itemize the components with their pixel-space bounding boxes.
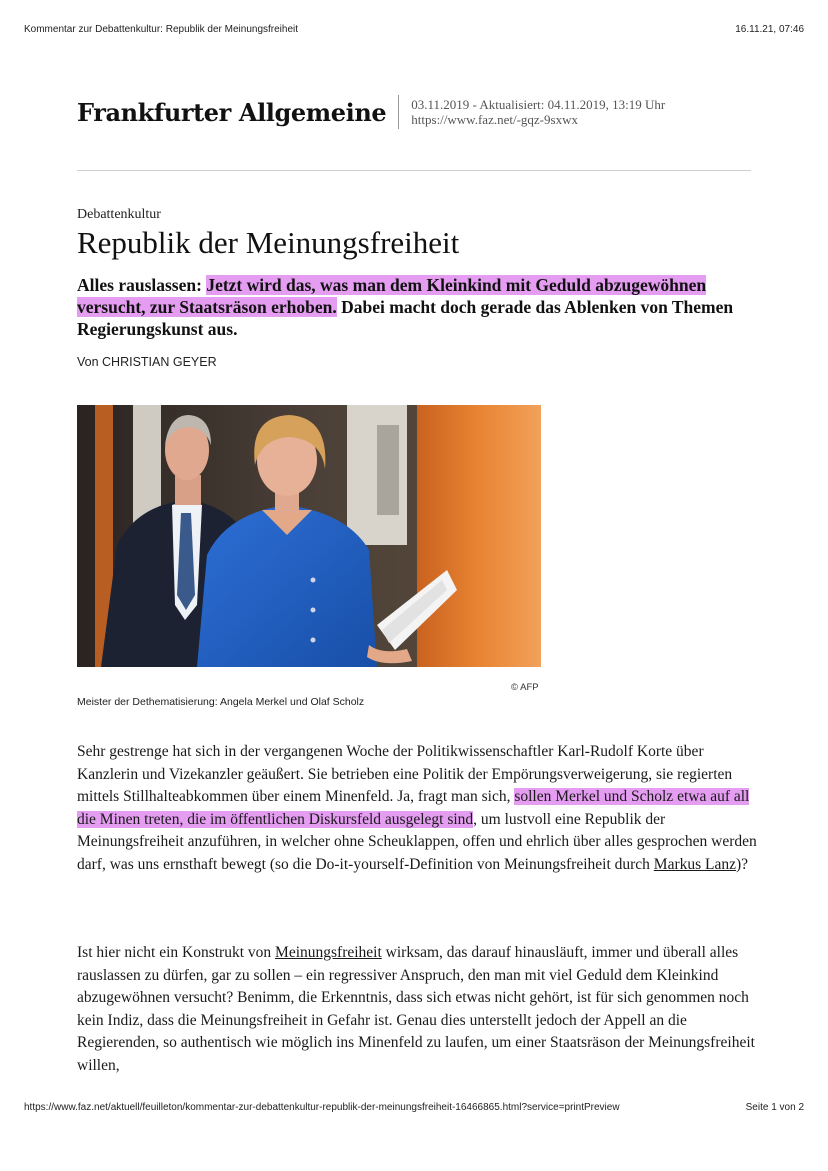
p1-highlight: sollen Merkel und Scholz etwa auf all die Minen treten, die im öffentlichen Diskursfeld ausgelegt sind: [77, 788, 750, 828]
faz-logo[interactable]: Frankfurter Allgemeine: [77, 97, 387, 127]
print-footer-page: Seite 1 von 2: [745, 1102, 804, 1113]
print-footer-url: https://www.faz.net/aktuell/feuilleton/kommentar-zur-debattenkultur-republik-der-meinungsfreiheit-16466865.html?service=printPreview: [24, 1102, 620, 1113]
header-rule: [77, 170, 751, 171]
body-paragraph-2: [77, 942, 757, 1078]
p2-text-b: wirksam, das darauf hinausläuft, immer und überall alles rauslassen zu dürfen, gar zu sollen – ein regressiver Anspruch, den man mit viel Geduld dem Kleinkind abzugewöhnen versucht? Benimm, die Erkenntnis, dass sich etwas nicht gehört, ist für sich genommen noch kein Indiz, dass die Meinungsfreiheit in Gefahr ist. Genau dies unterstellt jedoch der Appell an die Regierenden, so authentisch wie möglich ins Minenfeld zu laufen, um einer Staatsräson der Meinungsfreiheit willen,: [77, 944, 755, 1074]
print-header: [24, 24, 804, 35]
link-markus-lanz[interactable]: Markus Lanz: [653, 855, 737, 873]
article-photo: [77, 405, 541, 667]
lead-highlight: Jetzt wird das, was man dem Kleinkind mit Geduld abzugewöhnen versucht, zur Staatsräson erhoben.: [77, 275, 707, 317]
print-header-title: Kommentar zur Debattenkultur: Republik der Meinungsfreiheit: [24, 24, 299, 35]
masthead-meta: [411, 97, 665, 127]
lead-intro: Alles rauslassen:: [77, 275, 207, 295]
print-header-datetime: 16.11.21, 07:46: [735, 24, 804, 35]
body-paragraph-1: [77, 741, 757, 877]
photo-caption: Meister der Dethematisierung: Angela Merkel und Olaf Scholz: [77, 696, 365, 708]
article-title: Republik der Meinungsfreiheit: [77, 225, 460, 260]
masthead-divider: [398, 95, 399, 129]
print-footer: [24, 1102, 804, 1113]
p2-text-a: Ist hier nicht ein Konstrukt von: [77, 944, 276, 961]
article-short-url[interactable]: https://www.faz.net/-gqz-9sxwx: [411, 112, 578, 127]
article-date: 03.11.2019 - Aktualisiert: 04.11.2019, 13:19 Uhr: [411, 97, 666, 112]
link-meinungsfreiheit[interactable]: Meinungsfreiheit: [275, 944, 382, 961]
masthead: [77, 95, 665, 129]
article-kicker: Debattenkultur: [77, 207, 161, 222]
p1-text-b: , um lustvoll eine Republik der Meinungsfreiheit anzuführen, in welcher ohne Scheuklappen, offen und ehrlich über alles gesprochen werden darf, was uns ernsthaft bewegt (so die Do-it-yourself-Definition von Meinungsfreiheit durch: [77, 810, 757, 873]
article-author: Von CHRISTIAN GEYER: [77, 355, 217, 369]
photo-credit: © AFP: [511, 682, 539, 693]
lead-rest: Dabei macht doch gerade das Ablenken von Themen Regierungskunst aus.: [77, 297, 734, 339]
article-lead: [77, 274, 757, 340]
p1-text-c: )?: [736, 855, 749, 873]
p1-text-a: Sehr gestrenge hat sich in der vergangenen Woche der Politikwissenschaftler Karl-Rudolf Korte über Kanzlerin und Vizekanzler geäußert. Sie betrieben eine Politik der Empörungsverweigerung, sie regierten mittels Stillhalteabkommen über einem Minenfeld. Ja, fragt man sich,: [77, 743, 733, 806]
